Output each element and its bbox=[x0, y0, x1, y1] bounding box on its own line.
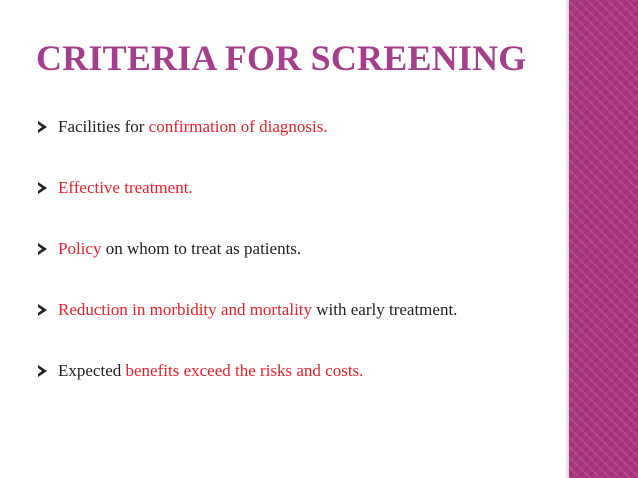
bullet-text-segment: with early treatment. bbox=[312, 300, 458, 319]
arrow-bullet-icon bbox=[38, 243, 47, 255]
bullet-text-segment: Expected bbox=[58, 361, 126, 380]
arrow-bullet-icon bbox=[38, 121, 47, 133]
bullet-text-segment: Facilities for bbox=[58, 117, 149, 136]
bullet-text-highlight: confirmation of diagnosis. bbox=[148, 117, 328, 136]
arrow-bullet-icon bbox=[38, 182, 47, 194]
bullet-text-segment: on whom to treat as patients. bbox=[101, 239, 302, 258]
bullet-item bbox=[38, 177, 538, 199]
bullet-item bbox=[38, 238, 538, 260]
arrow-bullet-icon bbox=[38, 365, 47, 377]
bullet-item bbox=[38, 360, 538, 382]
bullet-text-highlight: Policy bbox=[58, 239, 102, 258]
bullet-item bbox=[38, 299, 538, 321]
bullet-text-highlight: Reduction in morbidity and mortality bbox=[58, 300, 313, 319]
slide-title: CRITERIA FOR SCREENING bbox=[36, 38, 527, 78]
bullet-item bbox=[38, 116, 538, 138]
arrow-bullet-icon bbox=[38, 304, 47, 316]
bullet-text-highlight: Effective treatment. bbox=[58, 178, 193, 197]
bullet-list bbox=[38, 116, 538, 382]
decorative-side-band bbox=[568, 0, 638, 478]
bullet-text-highlight: benefits exceed the risks and costs. bbox=[125, 361, 364, 380]
